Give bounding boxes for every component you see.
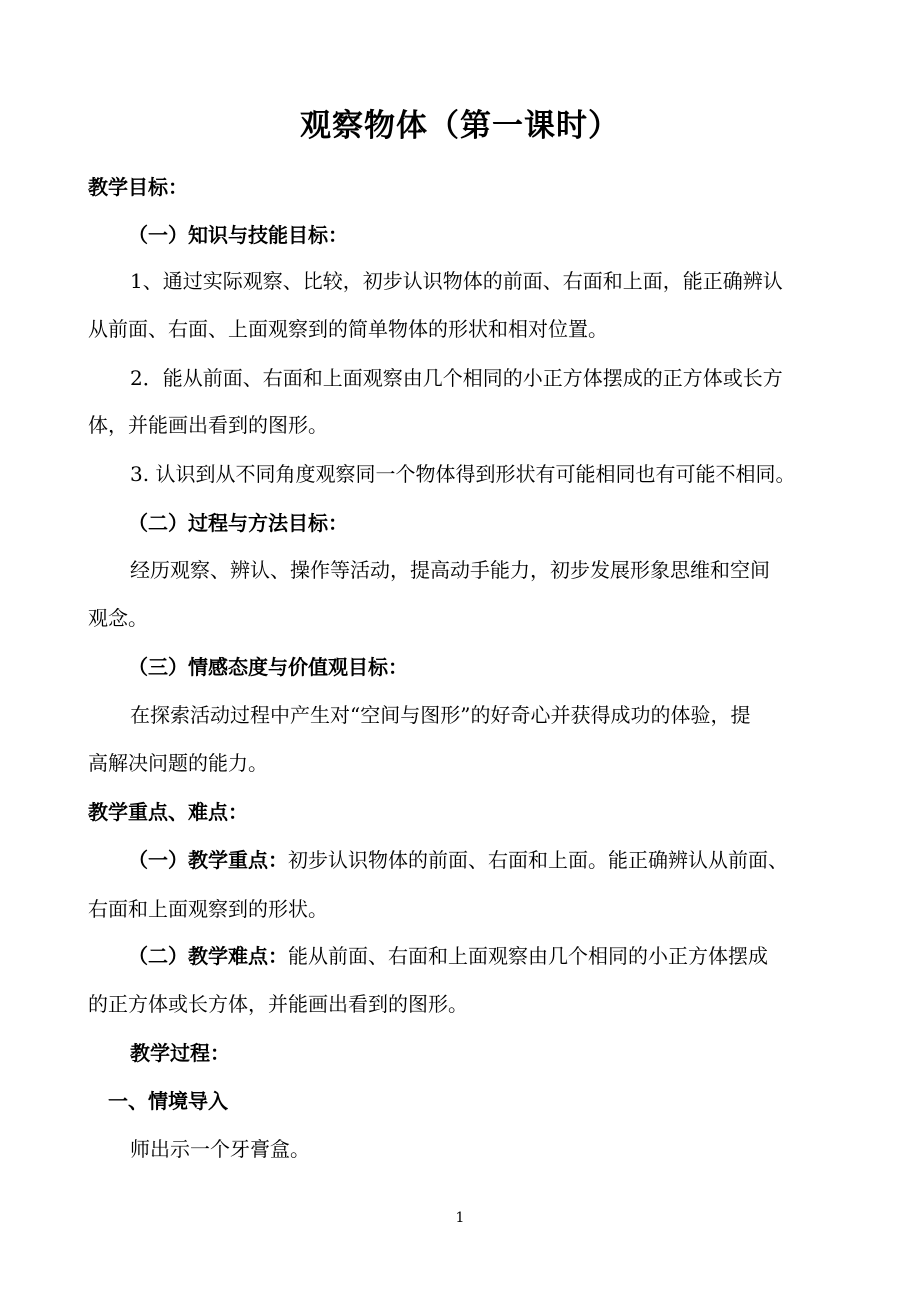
page-number: 1 xyxy=(455,1210,465,1226)
key-point-line1 xyxy=(128,845,788,875)
process-line2: 观念。 xyxy=(88,606,148,630)
item2-line1: 2．能从前面、右面和上面观察由几个相同的小正方体摆成的正方体或长方 xyxy=(130,366,783,390)
keypoints-heading: 教学重点、难点： xyxy=(88,800,248,824)
procedure-heading: 教学过程： xyxy=(130,1041,230,1065)
emotion-line2: 高解决问题的能力。 xyxy=(88,751,268,775)
emotion-heading: （三）情感态度与价值观目标： xyxy=(128,655,408,679)
difficult-point-label: （二）教学难点： xyxy=(128,944,288,968)
objectives-heading: 教学目标： xyxy=(88,175,188,199)
difficult-point-text: 能从前面、右面和上面观察由几个相同的小正方体摆成 xyxy=(288,944,768,968)
item1-line2: 从前面、右面、上面观察到的简单物体的形状和相对位置。 xyxy=(88,317,608,341)
intro-heading: 一、情境导入 xyxy=(108,1089,228,1113)
key-point-text: 初步认识物体的前面、右面和上面。能正确辨认从前面、 xyxy=(288,848,788,872)
document-title: 观察物体（第一课时） xyxy=(300,108,620,144)
difficult-point-line2: 的正方体或长方体，并能画出看到的图形。 xyxy=(88,992,468,1016)
difficult-point-line1 xyxy=(128,941,768,971)
key-point-line2: 右面和上面观察到的形状。 xyxy=(88,897,328,921)
emotion-line1: 在探索活动过程中产生对“空间与图形”的好奇心并获得成功的体验，提 xyxy=(130,703,751,727)
item2-line2: 体，并能画出看到的图形。 xyxy=(88,413,328,437)
item3-line1: 3. 认识到从不同角度观察同一个物体得到形状有可能相同也有可能不相同。 xyxy=(130,462,796,486)
process-heading: （二）过程与方法目标： xyxy=(128,511,348,535)
process-line1: 经历观察、辨认、操作等活动，提高动手能力，初步发展形象思维和空间 xyxy=(130,558,770,582)
key-point-label: （一）教学重点： xyxy=(128,848,288,872)
intro-line1: 师出示一个牙膏盒。 xyxy=(130,1137,310,1161)
knowledge-heading: （一）知识与技能目标： xyxy=(128,223,348,247)
item1-line1: 1、通过实际观察、比较，初步认识物体的前面、右面和上面，能正确辨认 xyxy=(130,269,783,293)
